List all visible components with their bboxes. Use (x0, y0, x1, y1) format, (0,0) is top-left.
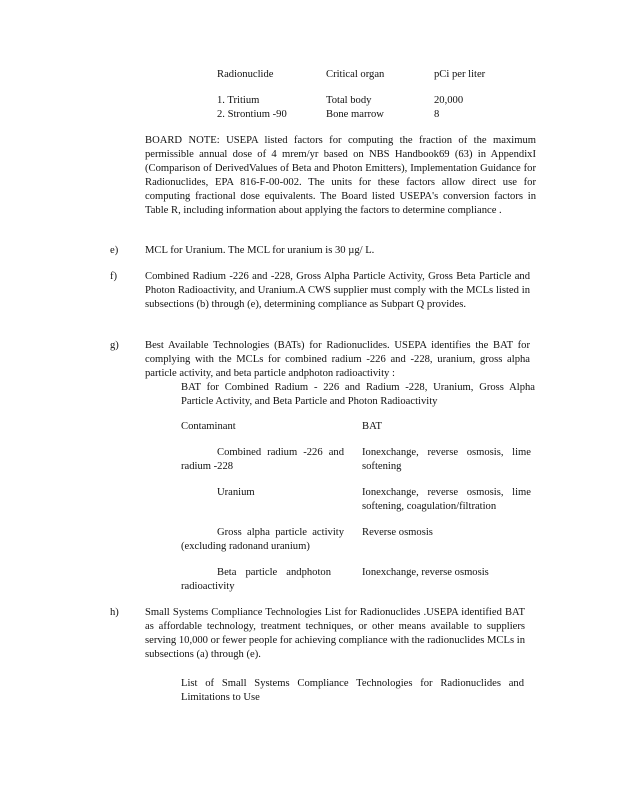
item-g-text: Best Available Technologies (BATs) for Radionuclides. USEPA identifies the BAT for complying with the MCLs for combined radium -226 and -228, uranium, gross alpha particle activity, and beta particle andphoton radioactivity : (145, 340, 530, 379)
bat-row1-contaminant: Combined radium -226 and radium -228 (181, 447, 344, 472)
item-g-label: g) (110, 340, 119, 351)
row2-value: 8 (434, 109, 440, 120)
item-f-text: Combined Radium -226 and -228, Gross Alpha Particle Activity, Gross Beta Particle and Photon Radioactivity, and Uranium.A CWS supplier must comply with the MCLs listed in subsections (b) through (e), determining compliance as Subpart Q provides. (145, 271, 530, 310)
item-e-text: MCL for Uranium. The MCL for uranium is 30 µg/ L. (145, 245, 375, 256)
bat-row2-bat: Ionexchange, reverse osmosis, lime softening, coagulation/filtration (362, 487, 531, 512)
row2-radionuclide: 2. Strontium -90 (217, 109, 287, 120)
bat-row4-contaminant: Beta particle andphoton radioactivity (181, 567, 331, 592)
row1-organ: Total body (326, 95, 372, 106)
item-e-label: e) (110, 245, 119, 256)
bat-header-bat: BAT (362, 421, 383, 432)
bat-table (181, 420, 535, 600)
bat-row3-contaminant: Gross alpha particle activity (excluding radonand uranium) (181, 527, 344, 552)
item-f-label: f) (110, 271, 118, 282)
row1-radionuclide: 1. Tritium (217, 95, 260, 106)
header-pci-per-liter: pCi per liter (434, 69, 486, 80)
header-critical-organ: Critical organ (326, 69, 385, 80)
bat-row1-bat: Ionexchange, reverse osmosis, lime softening (362, 447, 531, 472)
small-systems-subtitle: List of Small Systems Compliance Technologies for Radionuclides and Limitations to Use (181, 678, 524, 703)
header-radionuclide: Radionuclide (217, 69, 274, 80)
item-h-label: h) (110, 607, 119, 618)
row1-value: 20,000 (434, 95, 464, 106)
bat-header-contaminant: Contaminant (181, 421, 236, 432)
bat-row2-contaminant: Uranium (217, 487, 255, 498)
item-h-text: Small Systems Compliance Technologies List for Radionuclides .USEPA identified BAT as affordable technology, treatment techniques, or other means available to suppliers serving 10,000 or fewer people for achieving compliance with the radionuclides MCLs in subsections (a) through (e). (145, 607, 525, 660)
board-note: BOARD NOTE: USEPA listed factors for computing the fraction of the maximum permissible annual dose of 4 mrem/yr based on NBS Handbook69 (63) in AppendixI (Comparison of DerivedValues of Beta and Photon Emitters), Implementation Guidance for Radionuclides, EPA 816-F-00-002. The units for these factors allow direct use for computing fractional dose equivalents. The Board listed USEPA's conversion factors in Table R, including information about applying the factors to determine compliance . (145, 135, 536, 216)
bat-row4-bat: Ionexchange, reverse osmosis (362, 567, 489, 578)
bat-subtitle: BAT for Combined Radium - 226 and Radium -228, Uranium, Gross Alpha Particle Activity, and Beta Particle and Photon Radioactivity (181, 382, 535, 407)
top-table (217, 68, 517, 124)
row2-organ: Bone marrow (326, 109, 384, 120)
bat-row3-bat: Reverse osmosis (362, 527, 433, 538)
